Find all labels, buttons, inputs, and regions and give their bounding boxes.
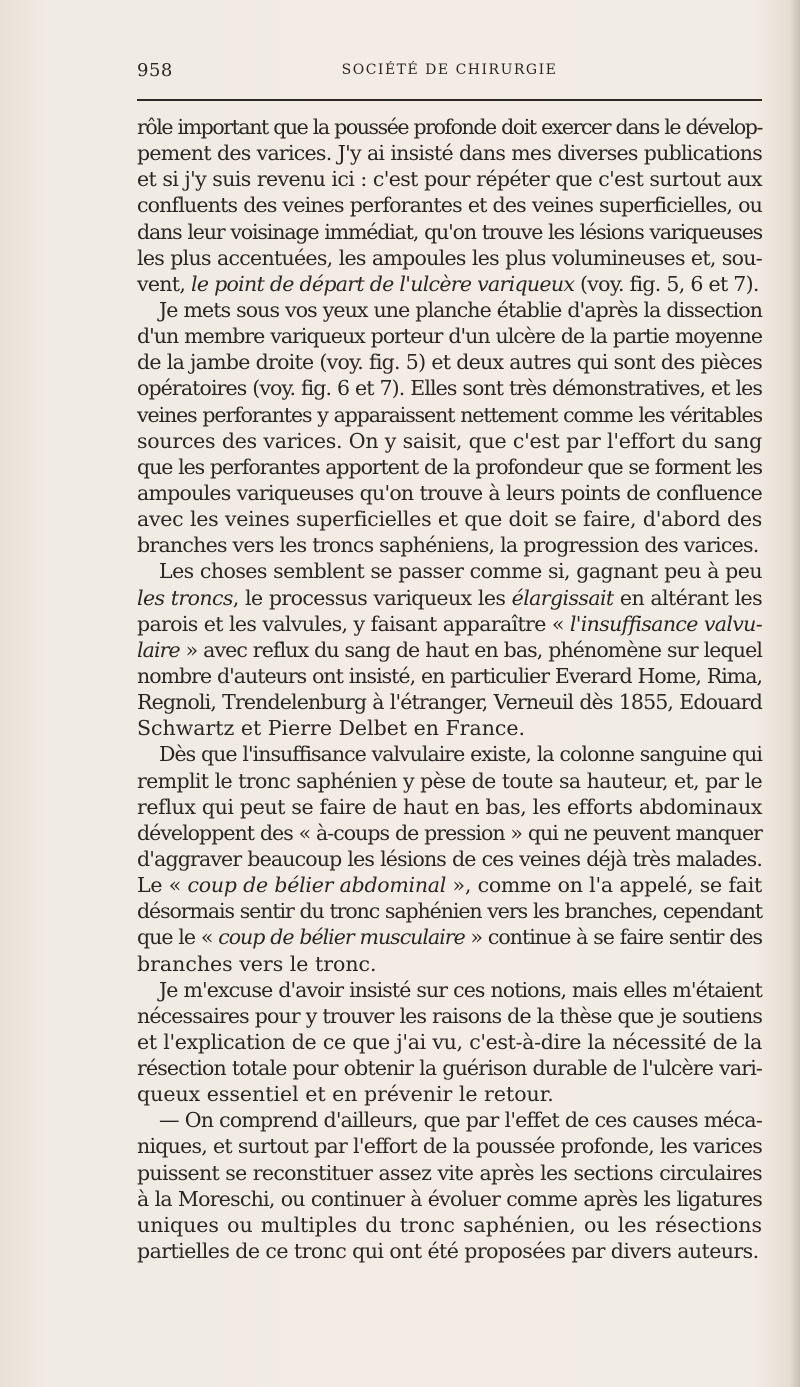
text-run: niques, et surtout par l'effort de la poussée profonde, les varices <box>137 1134 762 1159</box>
text-line <box>137 506 762 532</box>
page-edge-shadow <box>790 0 800 1387</box>
text-line <box>137 1186 762 1212</box>
text-run: désormais sentir du tronc saphénien vers les branches, cependant <box>137 899 762 924</box>
text-line <box>137 245 762 271</box>
text-run: rôle important que la poussée profonde doit exercer dans le dévelop- <box>137 115 762 139</box>
text-run: que les perforantes apportent de la profondeur que se forment les <box>137 454 762 479</box>
text-run: — On comprend d'ailleurs, que par l'effet de ces causes méca- <box>159 1108 762 1133</box>
text-line <box>137 271 762 297</box>
text-run: Regnoli, Trendelenburg à l'étranger, Verneuil dès 1855, Edouard <box>137 690 762 715</box>
text-line <box>137 1003 762 1029</box>
text-line <box>137 872 762 898</box>
text-run: développent des « à-coups de pression » qui ne peuvent manquer <box>137 820 762 845</box>
text-run: en altérant les <box>613 585 763 610</box>
text-run: les plus accentuées, les ampoules les plus volumineuses et, sou- <box>137 245 762 270</box>
text-run: reflux qui peut se faire de haut en bas, les efforts abdominaux <box>137 794 762 819</box>
text-run: d'aggraver beaucoup les lésions de ces veines déjà très malades. <box>137 846 762 871</box>
text-line <box>137 428 762 454</box>
text-run: nombre d'auteurs ont insisté, en particulier Everard Home, Rima, <box>137 663 762 688</box>
text-line <box>137 454 762 480</box>
text-line <box>137 715 762 741</box>
text-line <box>137 689 762 715</box>
text-run: branches vers le tronc. <box>137 951 377 976</box>
italic-phrase: laire <box>137 637 180 662</box>
italic-phrase: coup de bélier abdominal <box>187 873 447 898</box>
text-line <box>137 219 762 245</box>
text-line <box>137 1107 762 1133</box>
text-run: » avec reflux du sang de haut en bas, phénomène sur lequel <box>179 637 762 662</box>
text-line <box>137 924 762 950</box>
text-line <box>137 558 762 584</box>
page-header <box>137 60 762 86</box>
text-run: puissent se reconstituer assez vite après les sections circulaires <box>137 1160 762 1185</box>
text-line <box>137 611 762 637</box>
text-line <box>137 977 762 1003</box>
text-run: et l'explication de ce que j'ai vu, c'est-à-dire la nécessité de la <box>137 1029 762 1054</box>
text-run: queux essentiel et en prévenir le retour. <box>137 1082 554 1107</box>
text-run: avec les veines superficielles et que doit se faire, d'abord des <box>137 507 762 532</box>
text-run: confluents des veines perforantes et des veines superficielles, ou <box>137 193 762 218</box>
text-line <box>137 192 762 218</box>
text-line <box>137 1081 762 1107</box>
text-line <box>137 402 762 428</box>
text-line <box>137 480 762 506</box>
text-line <box>137 1055 762 1081</box>
text-run: » continue à se faire sentir des <box>464 925 763 950</box>
text-run: vent, <box>137 271 191 296</box>
text-line <box>137 585 762 611</box>
page-number: 958 <box>137 60 173 81</box>
text-run: nécessaires pour y trouver les raisons de la thèse que je soutiens <box>137 1003 762 1028</box>
text-line <box>137 323 762 349</box>
text-run: sources des varices. On y saisit, que c'est par l'effort du sang <box>137 428 762 453</box>
text-run: Dès que l'insuffisance valvulaire existe, la colonne sanguine qui <box>159 742 762 767</box>
text-line <box>137 114 762 140</box>
text-line <box>137 375 762 401</box>
running-head: SOCIÉTÉ DE CHIRURGIE <box>341 62 558 78</box>
text-line <box>137 140 762 166</box>
text-line <box>137 166 762 192</box>
text-line <box>137 532 762 558</box>
text-run: Schwartz et Pierre Delbet en France. <box>137 716 526 741</box>
text-line <box>137 898 762 924</box>
text-line <box>137 820 762 846</box>
text-run: de la jambe droite (voy. fig. 5) et deux autres qui sont des pièces <box>137 350 762 375</box>
text-run: Je m'excuse d'avoir insisté sur ces notions, mais elles m'étaient <box>159 977 762 1002</box>
italic-phrase: le point de départ de l'ulcère variqueux <box>190 271 575 296</box>
text-run: (voy. fig. 5, 6 et 7). <box>574 271 759 296</box>
text-run: , le processus variqueux les <box>232 585 512 610</box>
body-text <box>137 114 762 1264</box>
text-run: partielles de ce tronc qui ont été proposées par divers auteurs. <box>137 1239 759 1264</box>
text-line <box>137 1029 762 1055</box>
text-run: ampoules variqueuses qu'on trouve à leurs points de confluence <box>137 480 762 505</box>
text-run: », comme on l'a appelé, se fait <box>446 873 762 898</box>
text-run: d'un membre variqueux porteur d'un ulcère de la partie moyenne <box>137 324 762 349</box>
text-line <box>137 951 762 977</box>
text-run: branches vers les troncs saphéniens, la progression des varices. <box>137 533 759 558</box>
text-line <box>137 1160 762 1186</box>
text-run: remplit le tronc saphénien y pèse de toute sa hauteur, et, par le <box>137 768 762 793</box>
text-run: pement des varices. J'y ai insisté dans mes diverses publications <box>137 141 762 166</box>
text-run: à la Moreschi, ou continuer à évoluer comme après les ligatures <box>137 1186 762 1211</box>
text-line <box>137 1238 762 1264</box>
text-line <box>137 1133 762 1159</box>
text-line <box>137 297 762 323</box>
text-run: dans leur voisinage immédiat, qu'on trouve les lésions variqueuses <box>137 219 762 244</box>
text-line <box>137 741 762 767</box>
text-run: et si j'y suis revenu ici : c'est pour répéter que c'est surtout aux <box>137 167 762 192</box>
text-line <box>137 1212 762 1238</box>
italic-phrase: les troncs <box>137 585 233 610</box>
text-run: Je mets sous vos yeux une planche établie d'après la dissection <box>159 297 762 322</box>
text-run: veines perforantes y apparaissent nettement comme les véritables <box>137 402 762 427</box>
italic-phrase: élargissait <box>511 585 614 610</box>
text-run: parois et les valvules, y faisant apparaître « <box>137 611 570 636</box>
text-line <box>137 349 762 375</box>
header-rule <box>137 99 762 101</box>
text-run: uniques ou multiples du tronc saphénien, ou les résections <box>137 1212 762 1237</box>
text-run: que le « <box>137 925 219 950</box>
text-line <box>137 768 762 794</box>
text-line <box>137 637 762 663</box>
text-run: Le « <box>137 873 188 898</box>
text-run: opératoires (voy. fig. 6 et 7). Elles sont très démonstratives, et les <box>137 376 762 401</box>
italic-phrase: coup de bélier musculaire <box>218 925 465 950</box>
italic-phrase: l'insuffisance valvu- <box>569 611 763 636</box>
text-line <box>137 794 762 820</box>
text-run: résection totale pour obtenir la guérison durable de l'ulcère vari- <box>137 1056 762 1081</box>
text-line <box>137 663 762 689</box>
text-line <box>137 846 762 872</box>
text-run: Les choses semblent se passer comme si, gagnant peu à peu <box>159 559 762 584</box>
